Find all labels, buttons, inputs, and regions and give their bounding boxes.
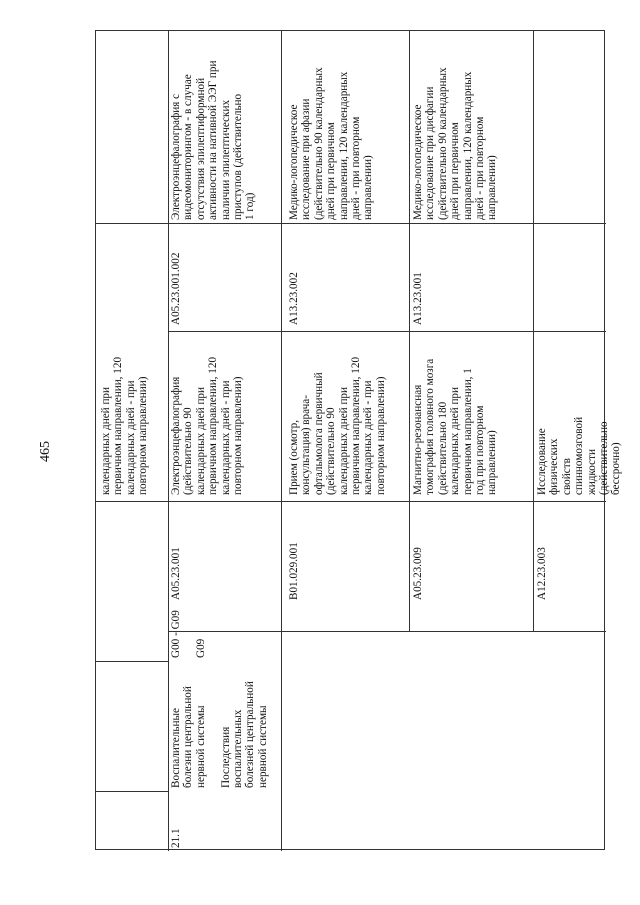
alt-service-code: A13.23.001 (412, 272, 424, 325)
service-code: A05.23.001 (170, 547, 182, 600)
disease-names: Воспалительные болезни центральной нервной системы Последствия воспалительных болезней центральной нервной системы (170, 681, 269, 788)
alt-service-name: Электроэнцефалография с видеомониторингом - в случае отсутствия эпилептиформной активности на нативной ЭЭГ при наличии эпилептических приступов (действительно 1 год) (170, 60, 257, 220)
service-name: Электроэнцефалография (действительно 90 календарных дней при первичном направлении, 120 календарных дней - при повторном направлении) (170, 356, 245, 495)
row-divider (168, 31, 169, 851)
service-code: A12.23.003 (536, 547, 548, 600)
service-code: B01.029.001 (288, 542, 300, 600)
alt-service-name: Медико-логопедическое исследование при дисфагии (действительно 90 календарных дней при первичном направлении, 120 календарных дней - при повторном направлении) (412, 67, 499, 220)
page-number: 465 (38, 441, 53, 462)
col-divider (96, 501, 606, 502)
alt-service-name: Медико-логопедическое исследование при афазии (действительно 90 календарных дней при первичном направлении, 120 календарных дней - при повторном направлении) (288, 67, 375, 220)
row-divider (281, 31, 282, 851)
mkb-codes: G00 - G09 G09 (170, 610, 207, 658)
alt-service-code: A13.23.002 (288, 272, 300, 325)
col-divider (96, 791, 168, 792)
service-name: Прием (осмотр, консультация) врача- офтальмолога первичный (действительно 90 календарных дней при первичном направлении, 120 календарных дней - при повторном направлении) (288, 356, 387, 495)
service-code: A05.23.009 (412, 547, 424, 600)
col-divider (168, 631, 606, 632)
alt-service-code: A05.23.001.002 (170, 252, 182, 325)
service-name: Исследование физических свойств спинномозговой жидкости (действительно бессрочно) (536, 416, 623, 495)
service-name: Магнитно-резонансная томография головного мозга (действительно 180 календарных дней при первичном направлении, 1 год при повторном направлении) (412, 358, 499, 495)
row-number: 21.1 (170, 828, 182, 848)
continued-text: календарных дней при первичном направлении, 120 календарных дней - при повторном направлении) (100, 356, 150, 495)
col-divider (168, 331, 606, 332)
col-divider (96, 223, 606, 224)
col-divider (96, 661, 168, 662)
